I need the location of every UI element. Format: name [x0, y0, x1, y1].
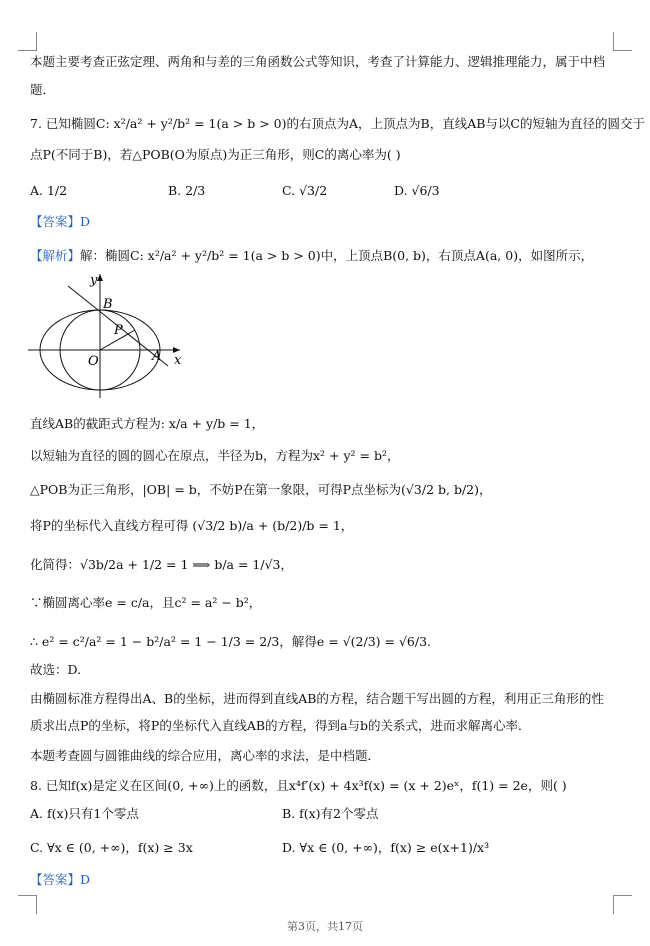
solution-step-2: 以短轴为直径的圆的圆心在原点，半径为b，方程为x² + y² = b²， — [30, 448, 400, 463]
solution-step-7: ∴ e² = c²/a² = 1 − b²/a² = 1 − 1/3 = 2/3，解得e = √(2/3) = √6/3. — [30, 634, 432, 649]
question-8: 8. 已知f(x)是定义在区间(0, +∞)上的函数，且x⁴f′(x) + 4x³f(x) = (x + 2)eˣ，f(1) = 2e，则( ) — [30, 778, 567, 793]
q8-option-c: C. ∀x ∈ (0, +∞)，f(x) ≥ 3x — [30, 840, 193, 855]
figure-label-y: y — [90, 273, 98, 288]
crop-mark-bottom-left — [18, 895, 37, 914]
crop-mark-top-right — [613, 32, 632, 51]
answer-8: 【答案】D — [30, 872, 91, 887]
solution-step-4: 将P的坐标代入直线方程可得 (√3/2 b)/a + (b/2)/b = 1， — [30, 518, 354, 533]
q7-option-c: C. √3/2 — [282, 183, 328, 198]
answer-7: 【答案】D — [30, 214, 91, 229]
figure-label-x: x — [174, 353, 182, 368]
figure-label-O: O — [88, 354, 99, 369]
q8-option-d: D. ∀x ∈ (0, +∞)，f(x) ≥ e(x+1)/x³ — [282, 840, 490, 855]
q8-option-b: B. f(x)有2个零点 — [282, 806, 379, 821]
q7-option-d: D. √6/3 — [394, 183, 440, 198]
crop-mark-bottom-right — [613, 895, 632, 914]
summary-line-2: 质求出点P的坐标，将P的坐标代入直线AB的方程，得到a与b的关系式，进而求解离心率． — [30, 718, 531, 733]
q7-option-a: A. 1/2 — [30, 183, 68, 198]
question-7-line-1: 7. 已知椭圆C: x²/a² + y²/b² = 1(a > b > 0)的右顶点为A，上顶点为B，直线AB与以C的短轴为直径的圆交于 — [30, 116, 645, 131]
figure-label-P: P — [114, 323, 123, 338]
page-footer: 第3页，共17页 — [287, 920, 363, 933]
solution-step-1: 直线AB的截距式方程为: x/a + y/b = 1， — [30, 416, 265, 431]
figure-label-B: B — [103, 297, 113, 312]
crop-mark-top-left — [18, 32, 37, 51]
question-7-line-2: 点P(不同于B)，若△POB(O为原点)为正三角形，则C的离心率为( ) — [30, 147, 401, 162]
solution-step-5: 化简得：√3b/2a + 1/2 = 1 ⟹ b/a = 1/√3， — [30, 557, 293, 572]
summary-line-1: 由椭圆标准方程得出A、B的坐标，进而得到直线AB的方程，结合题干写出圆的方程，利用正三角形的性 — [30, 691, 604, 706]
ellipse-figure — [28, 270, 198, 400]
analysis-line — [30, 246, 626, 266]
solution-step-3: △POB为正三角形，|OB| = b，不妨P在第一象限，可得P点坐标为(√3/2 b, b/2)， — [30, 482, 492, 497]
figure-label-A: A — [152, 349, 162, 364]
text-line-1: 本题主要考查正弦定理、两角和与差的三角函数公式等知识，考查了计算能力、逻辑推理能力，属于中档 — [30, 54, 606, 69]
analysis-text: 解：椭圆C: x²/a² + y²/b² = 1(a > b > 0)中，上顶点B(0, b)，右顶点A(a, 0)，如图所示， — [80, 248, 594, 263]
q7-option-b: B. 2/3 — [168, 183, 206, 198]
analysis-tag: 【解析】 — [30, 248, 81, 263]
q8-option-a: A. f(x)只有1个零点 — [30, 806, 139, 821]
solution-choice: 故选：D. — [30, 662, 82, 677]
solution-step-6: ∵椭圆离心率e = c/a，且c² = a² − b²， — [30, 595, 262, 610]
summary-line-3: 本题考查圆与圆锥曲线的综合应用，离心率的求法，是中档题． — [30, 748, 381, 763]
text-line-2: 题． — [30, 82, 56, 97]
